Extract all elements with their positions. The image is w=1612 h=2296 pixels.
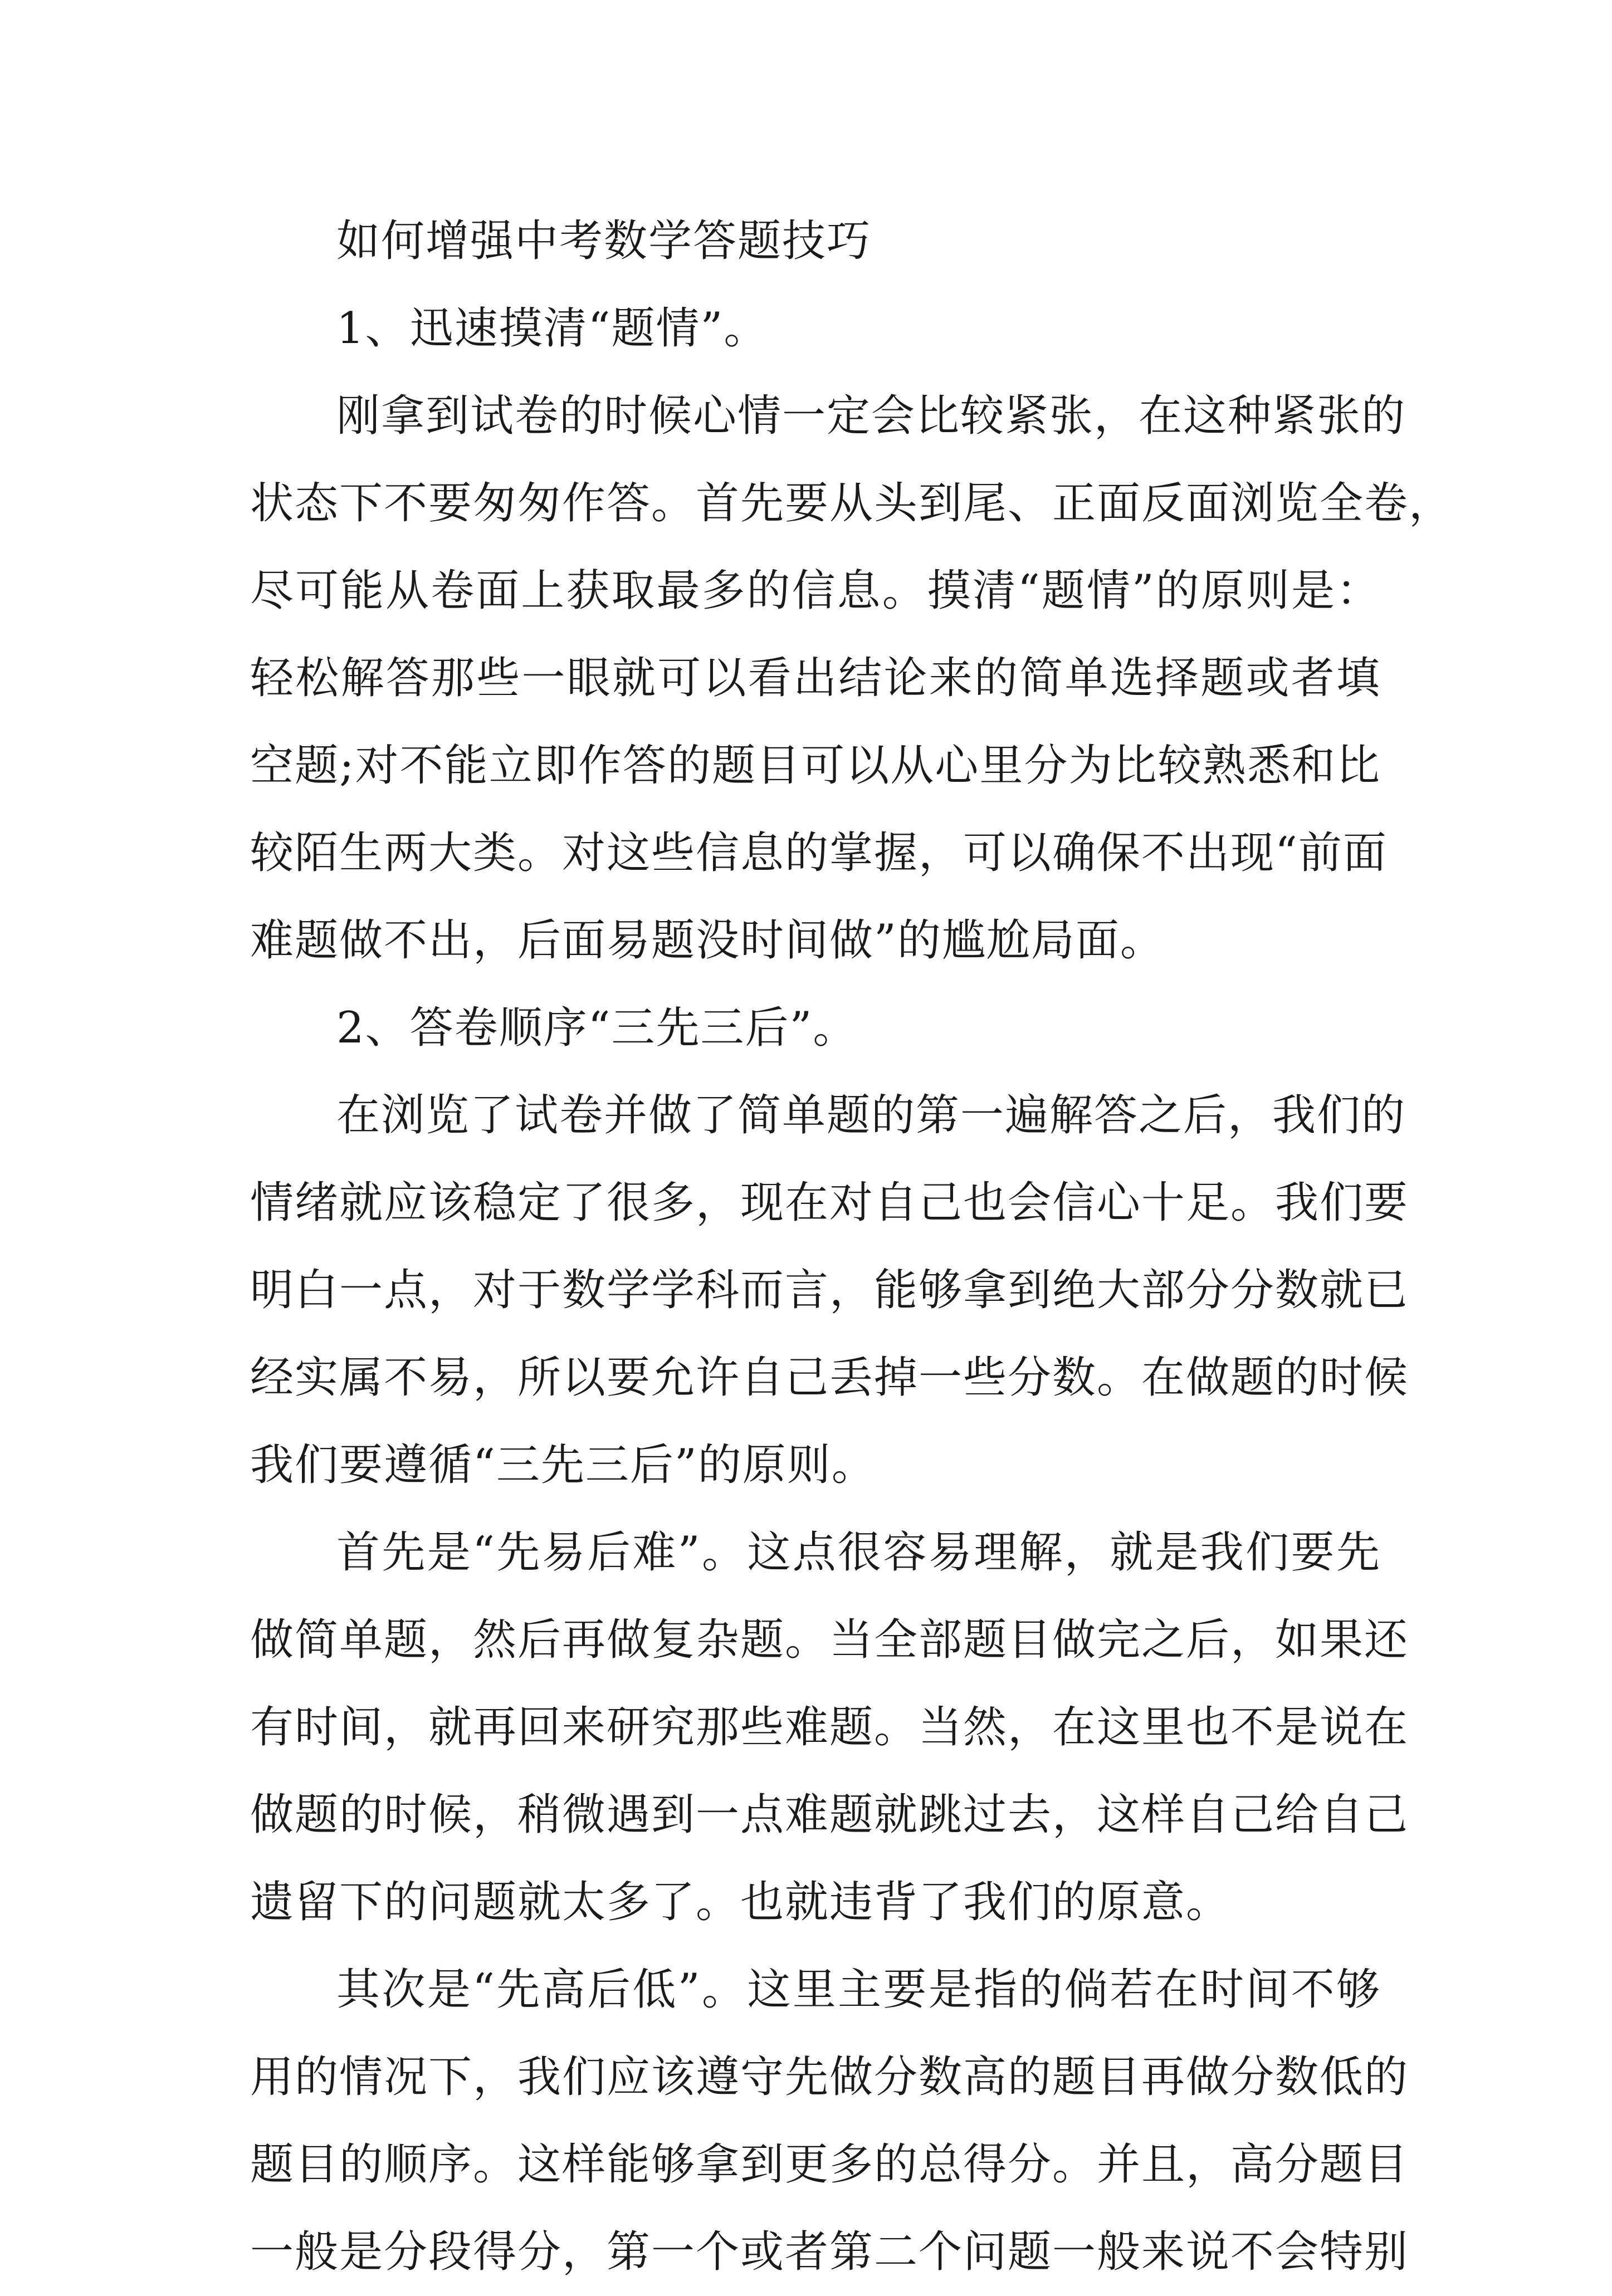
paragraph-line: 我们要遵循“三先三后”的原则。 [250,1440,876,1490]
paragraph-line: 遗留下的问题就太多了。也就违背了我们的原意。 [250,1877,1231,1927]
paragraph-line: 轻松解答那些一眼就可以看出结论来的简单选择题或者填 [250,653,1381,703]
paragraph-line: 做题的时候，稍微遇到一点难题就跳过去，这样自己给自己 [250,1790,1409,1840]
document-title: 如何增强中考数学答题技巧 [336,216,872,266]
paragraph-line: 首先是“先易后难”。这点很容易理解，就是我们要先 [336,1528,1381,1578]
paragraph-line: 做简单题，然后再做复杂题。当全部题目做完之后，如果还 [250,1615,1409,1665]
paragraph-line: 空题;对不能立即作答的题目可以从心里分为比较熟悉和比 [250,741,1381,791]
paragraph-line: 难题做不出，后面易题没时间做”的尴尬局面。 [250,916,1165,966]
paragraph-line: 情绪就应该稳定了很多，现在对自己也会信心十足。我们要 [250,1178,1409,1228]
paragraph-line: 其次是“先高后低”。这里主要是指的倘若在时间不够 [336,1965,1381,2015]
section-heading-1: 1、迅速摸清“题情”。 [336,303,769,354]
paragraph-line: 状态下不要匆匆作答。首先要从头到尾、正面反面浏览全卷， [250,478,1454,528]
paragraph-line: 经实属不易，所以要允许自己丢掉一些分数。在做题的时候 [250,1353,1409,1403]
paragraph-line: 较陌生两大类。对这些信息的掌握，可以确保不出现“前面 [250,828,1388,878]
body-text [250,198,1454,2296]
paragraph-line: 用的情况下，我们应该遵守先做分数高的题目再做分数低的 [250,2052,1409,2102]
paragraph-line: 有时间，就再回来研究那些难题。当然，在这里也不是说在 [250,1702,1409,1752]
paragraph-line: 尽可能从卷面上获取最多的信息。摸清“题情”的原则是： [250,566,1381,616]
paragraph-line: 明白一点，对于数学学科而言，能够拿到绝大部分分数就已 [250,1265,1409,1315]
paragraph-line: 刚拿到试卷的时候心情一定会比较紧张，在这种紧张的 [336,391,1406,441]
paragraph-line: 一般是分段得分，第一个或者第二个问题一般来说不会特别 [250,2227,1409,2277]
section-heading-2: 2、答卷顺序“三先三后”。 [336,1003,858,1053]
paragraph-line: 题目的顺序。这样能够拿到更多的总得分。并且，高分题目 [250,2140,1409,2190]
paragraph-line: 在浏览了试卷并做了简单题的第一遍解答之后，我们的 [336,1090,1406,1140]
